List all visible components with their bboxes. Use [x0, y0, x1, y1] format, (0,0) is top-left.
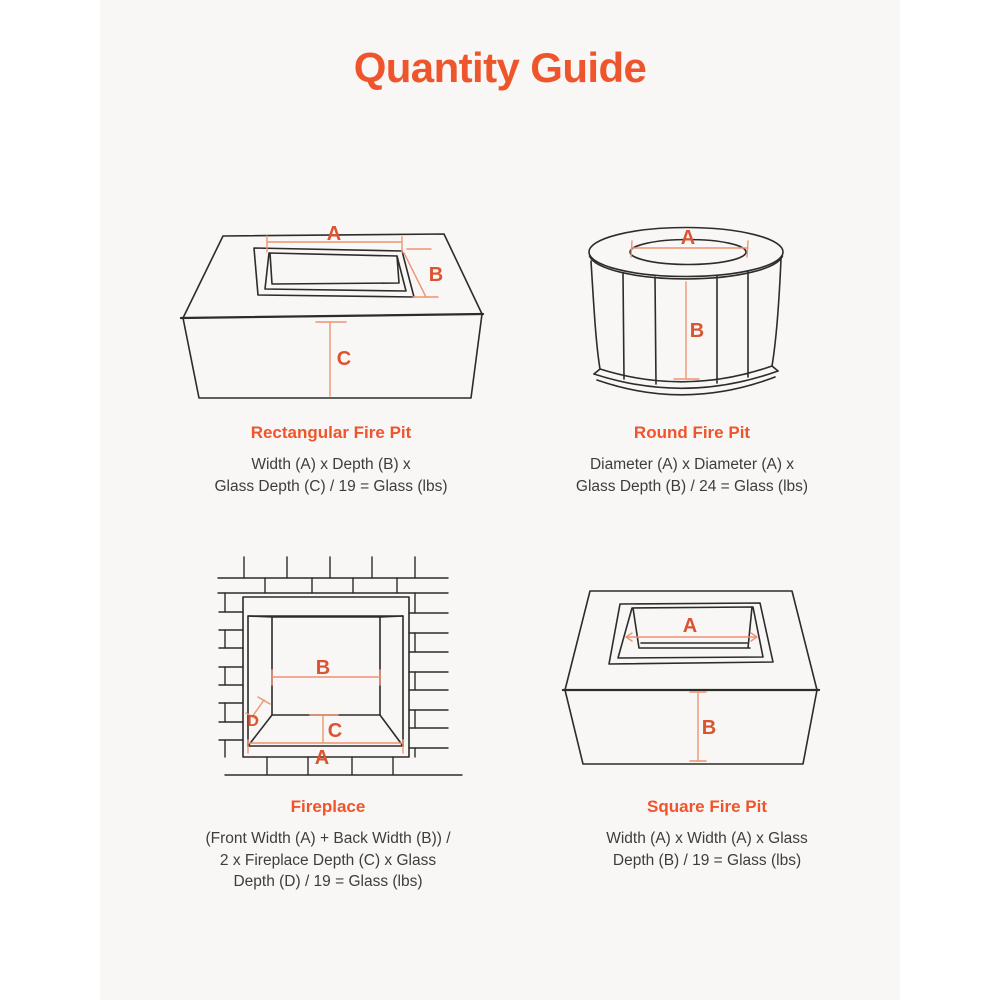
- formula-line: 2 x Fireplace Depth (C) x Glass: [219, 851, 437, 869]
- formula-line: Depth (D) / 19 = Glass (lbs): [233, 873, 423, 890]
- round-fire-pit-diagram: [589, 227, 783, 395]
- dim-label-d: D: [247, 713, 259, 730]
- dim-label-a: A: [682, 615, 698, 637]
- dim-label-b: B: [701, 717, 717, 739]
- dim-label-a: A: [314, 747, 330, 769]
- formula-line: Diameter (A) x Diameter (A) x: [589, 456, 795, 473]
- dim-label-b: B: [689, 320, 705, 342]
- formula-fireplace: [205, 828, 450, 893]
- dim-label-c: C: [327, 720, 343, 742]
- section-title-round-fire-pit: Round Fire Pit: [633, 423, 751, 442]
- rectangular-fire-pit-diagram: [181, 223, 483, 398]
- formula-line: Glass Depth (C) / 19 = Glass (lbs): [214, 477, 448, 495]
- fireplace-diagram: [218, 557, 462, 775]
- page-title: Quantity Guide: [353, 44, 647, 91]
- section-title-fireplace: Fireplace: [290, 797, 366, 816]
- formula-line: Width (A) x Width (A) x Glass: [606, 830, 808, 847]
- formula-line: (Front Width (A) + Back Width (B)) /: [205, 830, 451, 847]
- section-title-square-fire-pit: Square Fire Pit: [647, 797, 767, 816]
- dim-label-b: B: [428, 264, 444, 286]
- formula-line: Width (A) x Depth (B) x: [251, 456, 411, 473]
- formula-round-fire-pit: [576, 454, 808, 497]
- formula-square-fire-pit: [606, 828, 808, 871]
- section-title-rectangular-fire-pit: Rectangular Fire Pit: [250, 423, 412, 442]
- formula-line: Glass Depth (B) / 24 = Glass (lbs): [575, 477, 809, 495]
- formula-line: Depth (B) / 19 = Glass (lbs): [612, 851, 802, 869]
- square-fire-pit-diagram: [563, 591, 819, 764]
- dim-label-c: C: [336, 348, 352, 370]
- dim-label-b: B: [315, 657, 331, 679]
- dim-label-a: A: [326, 223, 342, 245]
- formula-rectangular-fire-pit: [215, 454, 448, 497]
- dim-label-a: A: [680, 227, 696, 249]
